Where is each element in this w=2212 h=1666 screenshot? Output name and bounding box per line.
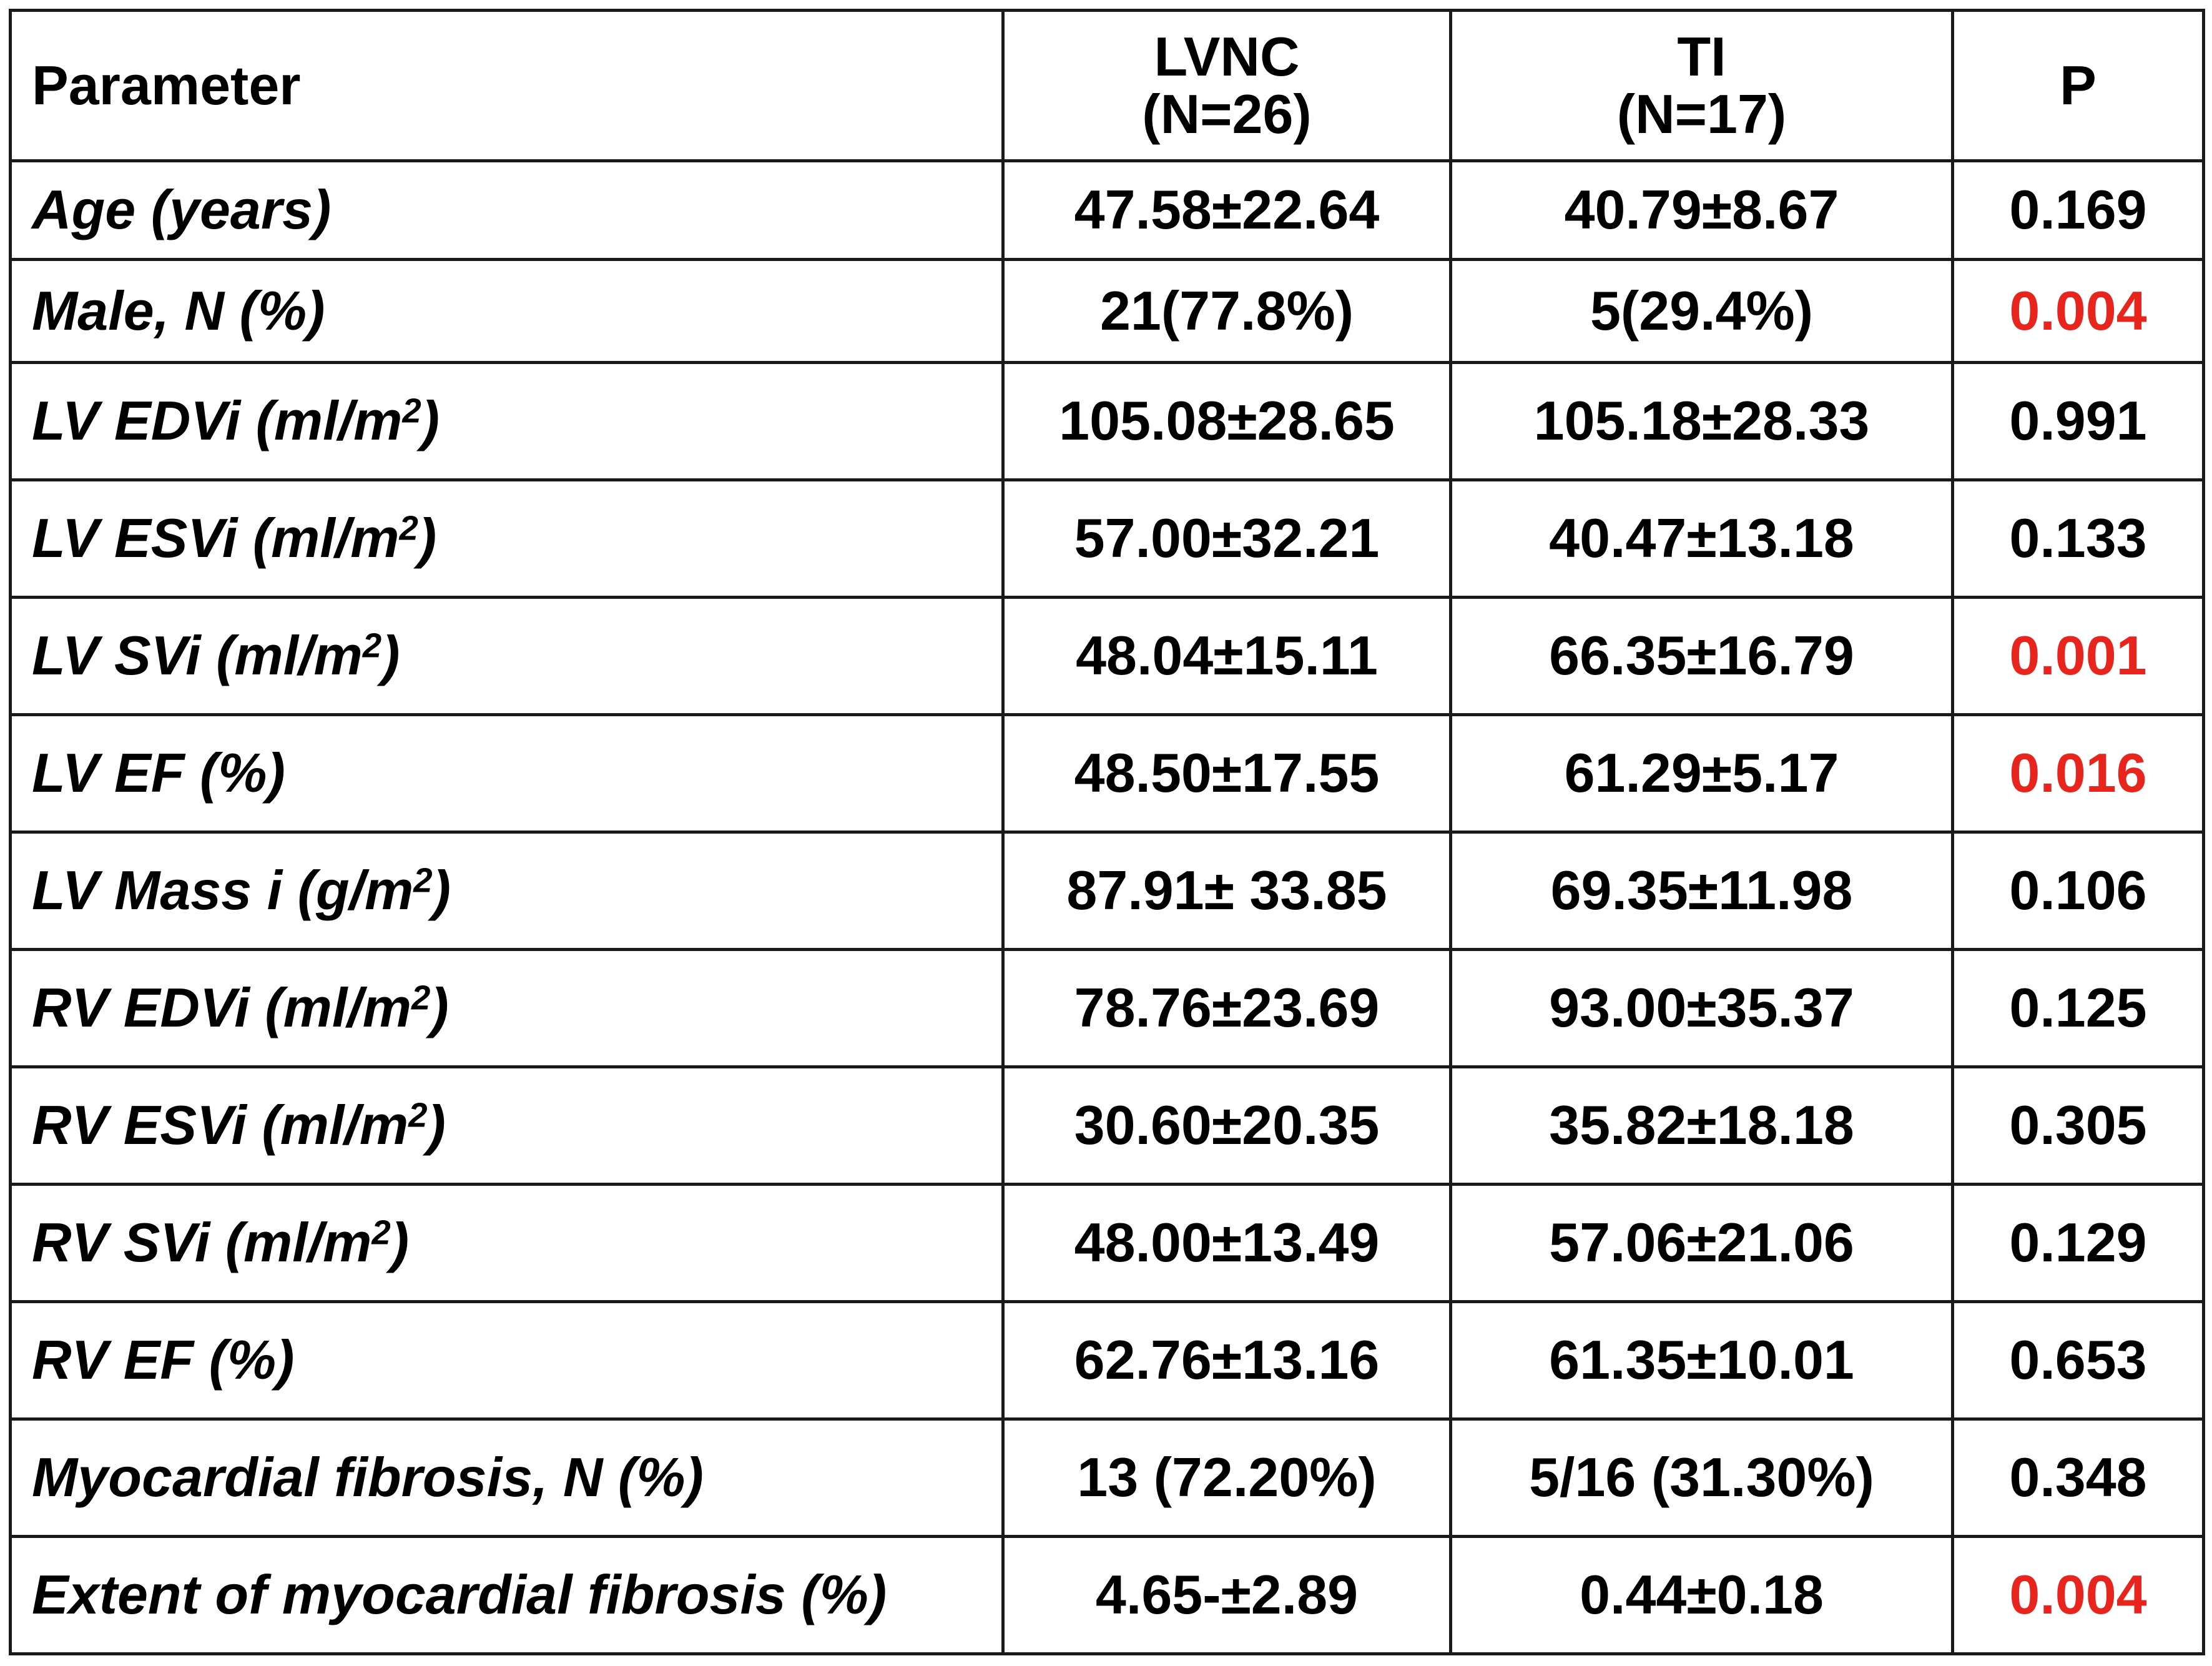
table-row [11,832,2204,950]
cell-parameter [11,832,1003,950]
cell-p-value: 0.133 [1953,480,2204,598]
cell-p-value-significant: 0.001 [1953,598,2204,715]
table-row [11,480,2204,598]
cell-lvnc-value: 48.50±17.55 [1003,715,1451,832]
cell-p-value: 0.991 [1953,363,2204,480]
cell-ti-value: 40.47±13.18 [1451,480,1953,598]
parameter-label-end: ) [430,977,449,1039]
cell-parameter [11,950,1003,1067]
header-lvnc-count: (N=26) [1142,83,1312,145]
table-row [11,1302,2204,1419]
cell-lvnc-value: 13 (72.20%) [1003,1419,1451,1537]
cell-p-value: 0.125 [1953,950,2204,1067]
table-row [11,715,2204,832]
header-p: P [1953,11,2204,161]
cell-lvnc-value: 105.08±28.65 [1003,363,1451,480]
cell-ti-value: 5/16 (31.30%) [1451,1419,1953,1537]
table-row [11,363,2204,480]
header-ti-count: (N=17) [1616,83,1787,145]
parameter-label: RV EF (%) [32,1329,295,1391]
cell-ti-value: 35.82±18.18 [1451,1067,1953,1185]
parameter-label-end: ) [381,624,400,687]
table-row [11,260,2204,363]
cell-p-value: 0.305 [1953,1067,2204,1185]
table-row [11,1185,2204,1302]
cell-lvnc-value: 62.76±13.16 [1003,1302,1451,1419]
cell-parameter [11,1419,1003,1537]
cell-lvnc-value: 48.00±13.49 [1003,1185,1451,1302]
parameter-label: LV Mass i (g/m [32,859,414,922]
cell-parameter [11,1302,1003,1419]
header-parameter: Parameter [11,11,1003,161]
parameter-label-end: ) [421,390,440,452]
table-row [11,598,2204,715]
header-lvnc-label: LVNC [1154,25,1300,87]
parameter-label: Age (years) [32,179,332,241]
cell-lvnc-value: 4.65-±2.89 [1003,1537,1451,1654]
cell-p-value: 0.106 [1953,832,2204,950]
cell-ti-value: 69.35±11.98 [1451,832,1953,950]
table-row [11,161,2204,260]
parameter-label: Extent of myocardial fibrosis (%) [32,1564,887,1626]
cell-parameter [11,715,1003,832]
parameter-label: RV EDVi (ml/m [32,977,411,1039]
cell-ti-value: 0.44±0.18 [1451,1537,1953,1654]
cell-parameter [11,1537,1003,1654]
cell-lvnc-value: 30.60±20.35 [1003,1067,1451,1185]
cell-ti-value: 40.79±8.67 [1451,161,1953,260]
cell-p-value-significant: 0.004 [1953,1537,2204,1654]
parameter-label: Myocardial fibrosis, N (%) [32,1446,704,1509]
cell-ti-value: 57.06±21.06 [1451,1185,1953,1302]
table-row [11,950,2204,1067]
parameter-label: LV SVi (ml/m [32,624,363,687]
parameter-label: LV EF (%) [32,742,285,804]
cell-parameter [11,480,1003,598]
unit-superscript: 2 [402,392,421,431]
cell-ti-value: 93.00±35.37 [1451,950,1953,1067]
cell-parameter [11,161,1003,260]
parameter-label: RV SVi (ml/m [32,1211,372,1274]
cell-ti-value: 5(29.4%) [1451,260,1953,363]
header-ti [1451,11,1953,161]
unit-superscript: 2 [408,1097,428,1135]
parameter-label: Male, N (%) [32,279,325,342]
cell-ti-value: 61.29±5.17 [1451,715,1953,832]
cell-ti-value: 105.18±28.33 [1451,363,1953,480]
cell-lvnc-value: 57.00±32.21 [1003,480,1451,598]
comparison-table [9,9,2205,1655]
cell-lvnc-value: 48.04±15.11 [1003,598,1451,715]
parameter-label-end: ) [432,859,451,922]
cell-lvnc-value: 87.91± 33.85 [1003,832,1451,950]
header-row [11,11,2204,161]
parameter-label-end: ) [418,507,437,569]
cell-parameter [11,598,1003,715]
parameter-label-end: ) [427,1094,446,1156]
table-row [11,1067,2204,1185]
cell-parameter [11,363,1003,480]
unit-superscript: 2 [362,627,382,666]
unit-superscript: 2 [371,1214,391,1253]
cell-parameter [11,260,1003,363]
parameter-label-end: ) [390,1211,410,1274]
cell-parameter [11,1067,1003,1185]
cell-lvnc-value: 47.58±22.64 [1003,161,1451,260]
cell-p-value: 0.169 [1953,161,2204,260]
table-row [11,1537,2204,1654]
table-row [11,1419,2204,1537]
header-lvnc [1003,11,1451,161]
cell-ti-value: 61.35±10.01 [1451,1302,1953,1419]
unit-superscript: 2 [413,862,433,900]
cell-lvnc-value: 21(77.8%) [1003,260,1451,363]
cell-p-value: 0.129 [1953,1185,2204,1302]
parameter-label: RV ESVi (ml/m [32,1094,409,1156]
cell-lvnc-value: 78.76±23.69 [1003,950,1451,1067]
cell-p-value-significant: 0.004 [1953,260,2204,363]
parameter-label: LV ESVi (ml/m [32,507,400,569]
parameter-label: LV EDVi (ml/m [32,390,403,452]
cell-parameter [11,1185,1003,1302]
cell-ti-value: 66.35±16.79 [1451,598,1953,715]
cell-p-value: 0.348 [1953,1419,2204,1537]
unit-superscript: 2 [411,979,431,1018]
header-ti-label: TI [1677,25,1726,87]
cell-p-value-significant: 0.016 [1953,715,2204,832]
cell-p-value: 0.653 [1953,1302,2204,1419]
unit-superscript: 2 [399,510,418,548]
